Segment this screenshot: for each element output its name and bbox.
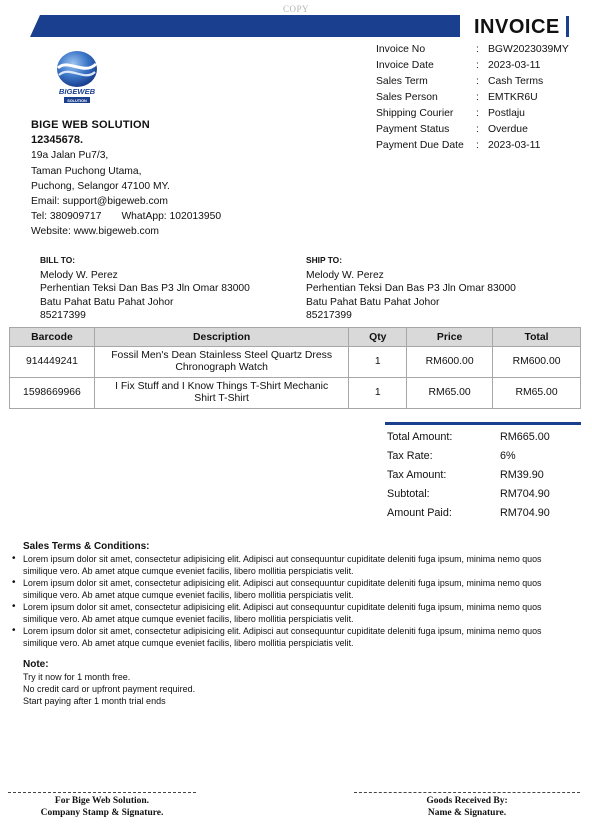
- bill-to-name: Melody W. Perez: [40, 269, 118, 281]
- signature-left-line2: Company Stamp & Signature.: [40, 808, 164, 818]
- terms-list: [23, 553, 563, 649]
- company-reg-no: 12345678.: [31, 134, 83, 147]
- cell-barcode: 914449241: [10, 347, 95, 378]
- company-email: Email: support@bigeweb.com: [31, 196, 168, 208]
- cell-barcode: 1598669966: [10, 378, 95, 409]
- amount-paid-row: Amount Paid: RM704.90: [387, 507, 550, 519]
- cell-price: RM600.00: [407, 347, 493, 378]
- company-info: [31, 118, 221, 240]
- ship-to-line3: 85217399: [306, 310, 352, 321]
- bill-to: [40, 254, 250, 323]
- logo-text: BIGEWEB: [58, 87, 96, 96]
- items-table: [9, 327, 581, 409]
- ship-to-line2: Batu Pahat Batu Pahat Johor: [306, 296, 440, 308]
- cell-total: RM65.00: [493, 378, 581, 409]
- signature-line: [8, 792, 196, 793]
- logo-subtext: SOLUTION: [67, 98, 87, 103]
- cell-description: Fossil Men's Dean Stainless Steel Quartz Dress Chronograph Watch: [94, 347, 348, 378]
- bill-to-line1: Perhentian Teksi Dan Bas P3 Jln Omar 83000: [40, 283, 250, 294]
- cell-total: RM600.00: [493, 347, 581, 378]
- tax-rate-row: Tax Rate: 6%: [387, 450, 516, 462]
- meta-sales-term: Sales Term : Cash Terms: [376, 76, 544, 87]
- note-line: Try it now for 1 month free.: [23, 672, 131, 682]
- company-whatsapp: WhatApp: 102013950: [121, 211, 222, 223]
- signature-left-line1: For Bige Web Solution.: [54, 796, 150, 806]
- total-amount-row: Total Amount: RM665.00: [387, 431, 550, 443]
- cell-price: RM65.00: [407, 378, 493, 409]
- receiver-signature-block: [354, 792, 580, 819]
- bill-to-line2: Batu Pahat Batu Pahat Johor: [40, 296, 174, 308]
- company-address-2: Taman Puchong Utama,: [31, 165, 142, 177]
- signature-right-line2: Name & Signature.: [427, 808, 507, 818]
- signature-line: [354, 792, 580, 793]
- cell-description: I Fix Stuff and I Know Things T-Shirt Mechanic Shirt T-Shirt: [94, 378, 348, 409]
- title-accent-bar: [566, 16, 569, 37]
- meta-shipping-courier: Shipping Courier : Postlaju: [376, 108, 525, 119]
- list-item: • Lorem ipsum dolor sit amet, consectetur adipisicing elit. Adipisci aut consequuntur cupiditate deleniti fuga ipsum, minima nemo quos similique vero. Ab amet atque cumque eveniet facilis, libero mollitia perspiciatis velit.: [23, 601, 563, 625]
- meta-sales-person: Sales Person : EMTKR6U: [376, 92, 538, 103]
- note-heading: Note:: [23, 659, 49, 670]
- list-item: • Lorem ipsum dolor sit amet, consectetur adipisicing elit. Adipisci aut consequuntur cupiditate deleniti fuga ipsum, minima nemo quos similique vero. Ab amet atque cumque eveniet facilis, libero mollitia perspiciatis velit.: [23, 577, 563, 601]
- sales-terms-heading: Sales Terms & Conditions:: [23, 541, 150, 552]
- col-header-price: Price: [407, 328, 493, 347]
- totals-divider: [385, 422, 581, 425]
- table-row: [10, 347, 581, 378]
- note-section: [23, 659, 195, 707]
- company-website: Website: www.bigeweb.com: [31, 226, 160, 238]
- header-banner: [30, 15, 460, 37]
- meta-invoice-date: Invoice Date : 2023-03-11: [376, 60, 541, 71]
- note-line: No credit card or upfront payment required.: [23, 684, 196, 694]
- company-phone-row: [31, 209, 221, 224]
- ship-to-line1: Perhentian Teksi Dan Bas P3 Jln Omar 83000: [306, 283, 516, 294]
- copy-watermark: COPY: [282, 4, 309, 14]
- table-row: [10, 378, 581, 409]
- company-name: BIGE WEB SOLUTION: [31, 119, 150, 131]
- meta-payment-status: Payment Status : Overdue: [376, 124, 528, 135]
- ship-to-name: Melody W. Perez: [306, 269, 384, 281]
- ship-to-heading: SHIP TO:: [306, 255, 342, 265]
- table-header-row: [10, 328, 581, 347]
- cell-qty: 1: [349, 378, 407, 409]
- col-header-qty: Qty: [349, 328, 407, 347]
- bill-to-line3: 85217399: [40, 310, 86, 321]
- company-address-1: 19a Jalan Pu7/3,: [31, 150, 109, 162]
- col-header-barcode: Barcode: [10, 328, 95, 347]
- col-header-total: Total: [493, 328, 581, 347]
- invoice-meta: [376, 42, 569, 154]
- company-address-3: Puchong, Selangor 47100 MY.: [31, 180, 170, 192]
- company-tel: Tel: 380909717: [31, 211, 102, 223]
- list-item: • Lorem ipsum dolor sit amet, consectetur adipisicing elit. Adipisci aut consequuntur cupiditate deleniti fuga ipsum, minima nemo quos similique vero. Ab amet atque cumque eveniet facilis, libero mollitia perspiciatis velit.: [23, 553, 563, 577]
- company-signature-block: [8, 792, 196, 819]
- invoice-title: INVOICE: [474, 16, 560, 38]
- col-header-description: Description: [94, 328, 348, 347]
- note-line: Start paying after 1 month trial ends: [23, 696, 166, 706]
- bill-to-heading: BILL TO:: [40, 255, 76, 265]
- list-item: • Lorem ipsum dolor sit amet, consectetur adipisicing elit. Adipisci aut consequuntur cupiditate deleniti fuga ipsum, minima nemo quos similique vero. Ab amet atque cumque eveniet facilis, libero mollitia perspiciatis velit.: [23, 625, 563, 649]
- subtotal-row: Subtotal: RM704.90: [387, 488, 550, 500]
- totals-summary: [387, 428, 550, 523]
- meta-invoice-no: Invoice No : BGW2023039MY: [376, 44, 569, 55]
- signature-right-line1: Goods Received By:: [426, 796, 508, 806]
- company-logo: [48, 50, 106, 106]
- tax-amount-row: Tax Amount: RM39.90: [387, 469, 544, 481]
- cell-qty: 1: [349, 347, 407, 378]
- sales-terms: [23, 541, 563, 649]
- ship-to: [306, 254, 516, 323]
- meta-payment-due-date: Payment Due Date : 2023-03-11: [376, 140, 541, 151]
